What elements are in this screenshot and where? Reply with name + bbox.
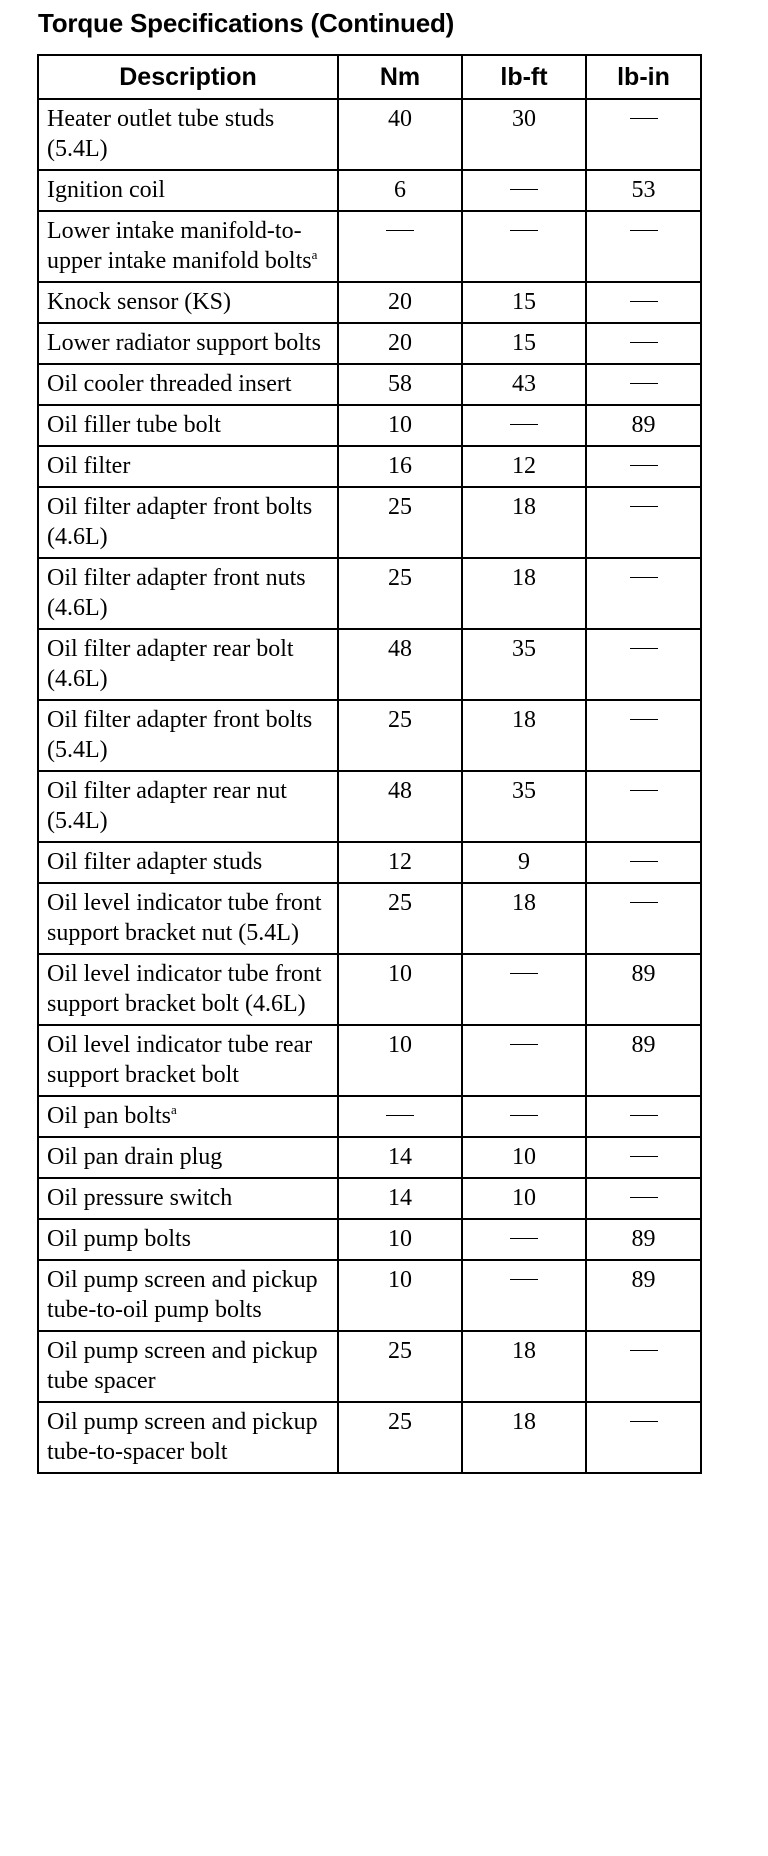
lbft-cell bbox=[462, 1178, 586, 1219]
value-text: 25 bbox=[388, 494, 412, 520]
lbin-cell bbox=[586, 1137, 701, 1178]
nm-cell bbox=[338, 405, 462, 446]
description-text: Oil filter adapter rear bolt (4.6L) bbox=[47, 636, 294, 692]
nm-cell bbox=[338, 1260, 462, 1331]
value-text: 20 bbox=[388, 289, 412, 315]
dash-mark bbox=[510, 1279, 538, 1280]
table-row bbox=[38, 954, 701, 1025]
description-cell bbox=[38, 487, 338, 558]
description-text: Oil pan bolts bbox=[47, 1103, 171, 1129]
value-text: 43 bbox=[512, 371, 536, 397]
description-text: Oil filter adapter front bolts (5.4L) bbox=[47, 707, 313, 763]
dash-mark bbox=[630, 902, 658, 903]
dash-mark bbox=[510, 424, 538, 425]
lbin-cell bbox=[586, 99, 701, 170]
dash-mark bbox=[630, 861, 658, 862]
description-cell bbox=[38, 1260, 338, 1331]
description-cell bbox=[38, 1402, 338, 1473]
value-text: 10 bbox=[388, 1032, 412, 1058]
description-text: Lower radiator support bolts bbox=[47, 330, 321, 356]
value-text: 35 bbox=[512, 778, 536, 804]
lbft-cell bbox=[462, 700, 586, 771]
dash-mark bbox=[630, 577, 658, 578]
dash-mark bbox=[510, 189, 538, 190]
description-text: Oil pump bolts bbox=[47, 1226, 192, 1252]
description-text: Heater outlet tube studs (5.4L) bbox=[47, 106, 275, 162]
page-title: Torque Specifications (Continued) bbox=[38, 8, 455, 38]
value-text: 10 bbox=[388, 1267, 412, 1293]
nm-cell bbox=[338, 629, 462, 700]
lbft-cell bbox=[462, 558, 586, 629]
description-text: Oil cooler threaded insert bbox=[47, 371, 292, 397]
nm-cell bbox=[338, 558, 462, 629]
table-row bbox=[38, 99, 701, 170]
value-text: 89 bbox=[631, 412, 656, 438]
lbft-cell bbox=[462, 1137, 586, 1178]
dash-mark bbox=[630, 342, 658, 343]
table-row bbox=[38, 211, 701, 282]
dash-mark bbox=[630, 1350, 658, 1351]
table-row bbox=[38, 487, 701, 558]
dash-mark bbox=[630, 790, 658, 791]
table-row bbox=[38, 883, 701, 954]
lbft-cell bbox=[462, 842, 586, 883]
value-text: 18 bbox=[512, 890, 536, 916]
dash-mark bbox=[386, 230, 414, 231]
dash-mark bbox=[630, 301, 658, 302]
lbft-cell bbox=[462, 487, 586, 558]
dash-mark bbox=[630, 506, 658, 507]
lbin-cell bbox=[586, 405, 701, 446]
footnote-marker: a bbox=[311, 247, 318, 262]
table-header-row bbox=[38, 55, 701, 99]
value-text: 12 bbox=[388, 849, 412, 875]
description-text: Oil filter adapter front nuts (4.6L) bbox=[47, 565, 306, 621]
dash-mark bbox=[630, 1156, 658, 1157]
description-cell bbox=[38, 282, 338, 323]
nm-cell bbox=[338, 1025, 462, 1096]
dash-mark bbox=[510, 1044, 538, 1045]
table-row bbox=[38, 364, 701, 405]
lbft-cell bbox=[462, 1260, 586, 1331]
value-text: 89 bbox=[631, 1267, 656, 1293]
nm-cell bbox=[338, 211, 462, 282]
description-cell bbox=[38, 954, 338, 1025]
table-row bbox=[38, 1260, 701, 1331]
description-text: Oil pressure switch bbox=[47, 1185, 233, 1211]
nm-cell bbox=[338, 700, 462, 771]
description-cell bbox=[38, 558, 338, 629]
lbft-cell bbox=[462, 883, 586, 954]
value-text: 18 bbox=[512, 1338, 536, 1364]
nm-cell bbox=[338, 170, 462, 211]
value-text: 12 bbox=[512, 453, 536, 479]
value-text: 9 bbox=[518, 849, 530, 875]
value-text: 89 bbox=[631, 1226, 656, 1252]
lbft-cell bbox=[462, 1025, 586, 1096]
description-text: Oil filter adapter front bolts (4.6L) bbox=[47, 494, 313, 550]
dash-mark bbox=[510, 1115, 538, 1116]
lbin-cell bbox=[586, 771, 701, 842]
dash-mark bbox=[630, 1115, 658, 1116]
description-cell bbox=[38, 700, 338, 771]
dash-mark bbox=[386, 1115, 414, 1116]
table-row bbox=[38, 282, 701, 323]
value-text: 48 bbox=[388, 778, 412, 804]
value-text: 10 bbox=[512, 1185, 536, 1211]
lbin-cell bbox=[586, 282, 701, 323]
lbin-cell bbox=[586, 629, 701, 700]
dash-mark bbox=[630, 719, 658, 720]
lbft-cell bbox=[462, 954, 586, 1025]
lbin-cell bbox=[586, 1178, 701, 1219]
description-cell bbox=[38, 170, 338, 211]
lbin-cell bbox=[586, 446, 701, 487]
dash-mark bbox=[630, 118, 658, 119]
description-cell bbox=[38, 99, 338, 170]
nm-cell bbox=[338, 1219, 462, 1260]
value-text: 20 bbox=[388, 330, 412, 356]
description-cell bbox=[38, 842, 338, 883]
lbin-cell bbox=[586, 842, 701, 883]
nm-cell bbox=[338, 323, 462, 364]
description-cell bbox=[38, 405, 338, 446]
lbft-cell bbox=[462, 99, 586, 170]
value-text: 14 bbox=[388, 1144, 412, 1170]
description-cell bbox=[38, 211, 338, 282]
column-header-lbft: lb-ft bbox=[462, 55, 586, 99]
value-text: 25 bbox=[388, 1409, 412, 1435]
value-text: 18 bbox=[512, 494, 536, 520]
table-row bbox=[38, 700, 701, 771]
dash-mark bbox=[630, 465, 658, 466]
table-body bbox=[38, 99, 701, 1473]
description-cell bbox=[38, 883, 338, 954]
value-text: 10 bbox=[388, 412, 412, 438]
torque-spec-table bbox=[37, 54, 702, 1474]
value-text: 25 bbox=[388, 1338, 412, 1364]
description-cell bbox=[38, 1219, 338, 1260]
dash-mark bbox=[630, 230, 658, 231]
value-text: 48 bbox=[388, 636, 412, 662]
value-text: 10 bbox=[512, 1144, 536, 1170]
footnote-marker: a bbox=[171, 1102, 177, 1117]
nm-cell bbox=[338, 364, 462, 405]
nm-cell bbox=[338, 487, 462, 558]
table-row bbox=[38, 323, 701, 364]
nm-cell bbox=[338, 771, 462, 842]
column-header-nm: Nm bbox=[338, 55, 462, 99]
description-text: Oil filter adapter studs bbox=[47, 849, 263, 875]
nm-cell bbox=[338, 282, 462, 323]
value-text: 14 bbox=[388, 1185, 412, 1211]
nm-cell bbox=[338, 446, 462, 487]
description-text: Oil level indicator tube front support bracket bolt (4.6L) bbox=[47, 961, 322, 1017]
nm-cell bbox=[338, 1137, 462, 1178]
description-text: Oil filler tube bolt bbox=[47, 412, 221, 438]
value-text: 25 bbox=[388, 565, 412, 591]
table-row bbox=[38, 558, 701, 629]
description-text: Lower intake manifold-to-upper intake manifold bolts bbox=[47, 218, 312, 274]
lbft-cell bbox=[462, 323, 586, 364]
lbin-cell bbox=[586, 1096, 701, 1137]
nm-cell bbox=[338, 883, 462, 954]
nm-cell bbox=[338, 1178, 462, 1219]
lbin-cell bbox=[586, 558, 701, 629]
table-row bbox=[38, 1096, 701, 1137]
value-text: 18 bbox=[512, 707, 536, 733]
description-cell bbox=[38, 1096, 338, 1137]
description-cell bbox=[38, 446, 338, 487]
description-text: Oil level indicator tube rear support bracket bolt bbox=[47, 1032, 313, 1088]
description-text: Oil pump screen and pickup tube spacer bbox=[47, 1338, 318, 1394]
lbin-cell bbox=[586, 323, 701, 364]
value-text: 15 bbox=[512, 330, 536, 356]
lbft-cell bbox=[462, 1219, 586, 1260]
table-row bbox=[38, 1025, 701, 1096]
lbin-cell bbox=[586, 1025, 701, 1096]
description-text: Oil filter bbox=[47, 453, 131, 479]
value-text: 25 bbox=[388, 707, 412, 733]
table-row bbox=[38, 1402, 701, 1473]
description-cell bbox=[38, 1025, 338, 1096]
lbft-cell bbox=[462, 211, 586, 282]
value-text: 35 bbox=[512, 636, 536, 662]
value-text: 89 bbox=[631, 961, 656, 987]
lbft-cell bbox=[462, 170, 586, 211]
table-row bbox=[38, 1219, 701, 1260]
lbft-cell bbox=[462, 1331, 586, 1402]
value-text: 25 bbox=[388, 890, 412, 916]
value-text: 10 bbox=[388, 961, 412, 987]
lbin-cell bbox=[586, 1260, 701, 1331]
nm-cell bbox=[338, 1331, 462, 1402]
table-row bbox=[38, 1331, 701, 1402]
value-text: 6 bbox=[394, 177, 406, 203]
lbin-cell bbox=[586, 1219, 701, 1260]
lbin-cell bbox=[586, 700, 701, 771]
description-text: Knock sensor (KS) bbox=[47, 289, 231, 315]
value-text: 10 bbox=[388, 1226, 412, 1252]
table-row bbox=[38, 629, 701, 700]
value-text: 18 bbox=[512, 1409, 536, 1435]
column-header-description: Description bbox=[38, 55, 338, 99]
table-row bbox=[38, 1137, 701, 1178]
table-row bbox=[38, 1178, 701, 1219]
value-text: 89 bbox=[631, 1032, 656, 1058]
value-text: 58 bbox=[388, 371, 412, 397]
lbft-cell bbox=[462, 364, 586, 405]
description-cell bbox=[38, 323, 338, 364]
value-text: 40 bbox=[388, 106, 412, 132]
value-text: 16 bbox=[388, 453, 412, 479]
lbft-cell bbox=[462, 1402, 586, 1473]
dash-mark bbox=[510, 230, 538, 231]
lbft-cell bbox=[462, 1096, 586, 1137]
lbft-cell bbox=[462, 282, 586, 323]
lbin-cell bbox=[586, 211, 701, 282]
description-cell bbox=[38, 771, 338, 842]
nm-cell bbox=[338, 954, 462, 1025]
value-text: 18 bbox=[512, 565, 536, 591]
description-cell bbox=[38, 1331, 338, 1402]
dash-mark bbox=[630, 383, 658, 384]
lbin-cell bbox=[586, 954, 701, 1025]
lbin-cell bbox=[586, 883, 701, 954]
description-cell bbox=[38, 629, 338, 700]
description-text: Oil level indicator tube front support bracket nut (5.4L) bbox=[47, 890, 322, 946]
lbin-cell bbox=[586, 170, 701, 211]
nm-cell bbox=[338, 1096, 462, 1137]
lbft-cell bbox=[462, 405, 586, 446]
description-text: Oil pump screen and pickup tube-to-spacer bolt bbox=[47, 1409, 318, 1465]
lbin-cell bbox=[586, 1402, 701, 1473]
description-cell bbox=[38, 1178, 338, 1219]
dash-mark bbox=[630, 1197, 658, 1198]
value-text: 53 bbox=[631, 177, 656, 203]
nm-cell bbox=[338, 99, 462, 170]
table-row bbox=[38, 771, 701, 842]
description-text: Oil pan drain plug bbox=[47, 1144, 223, 1170]
lbin-cell bbox=[586, 1331, 701, 1402]
description-cell bbox=[38, 1137, 338, 1178]
description-text: Oil filter adapter rear nut (5.4L) bbox=[47, 778, 287, 834]
lbft-cell bbox=[462, 771, 586, 842]
description-text: Ignition coil bbox=[47, 177, 165, 203]
nm-cell bbox=[338, 1402, 462, 1473]
table-row bbox=[38, 405, 701, 446]
description-text: Oil pump screen and pickup tube-to-oil pump bolts bbox=[47, 1267, 318, 1323]
column-header-lbin: lb-in bbox=[586, 55, 701, 99]
lbft-cell bbox=[462, 629, 586, 700]
value-text: 30 bbox=[512, 106, 536, 132]
lbft-cell bbox=[462, 446, 586, 487]
table-row bbox=[38, 842, 701, 883]
nm-cell bbox=[338, 842, 462, 883]
dash-mark bbox=[630, 1421, 658, 1422]
dash-mark bbox=[630, 648, 658, 649]
dash-mark bbox=[510, 1238, 538, 1239]
table-row bbox=[38, 170, 701, 211]
table-row bbox=[38, 446, 701, 487]
lbin-cell bbox=[586, 487, 701, 558]
lbin-cell bbox=[586, 364, 701, 405]
description-cell bbox=[38, 364, 338, 405]
dash-mark bbox=[510, 973, 538, 974]
value-text: 15 bbox=[512, 289, 536, 315]
